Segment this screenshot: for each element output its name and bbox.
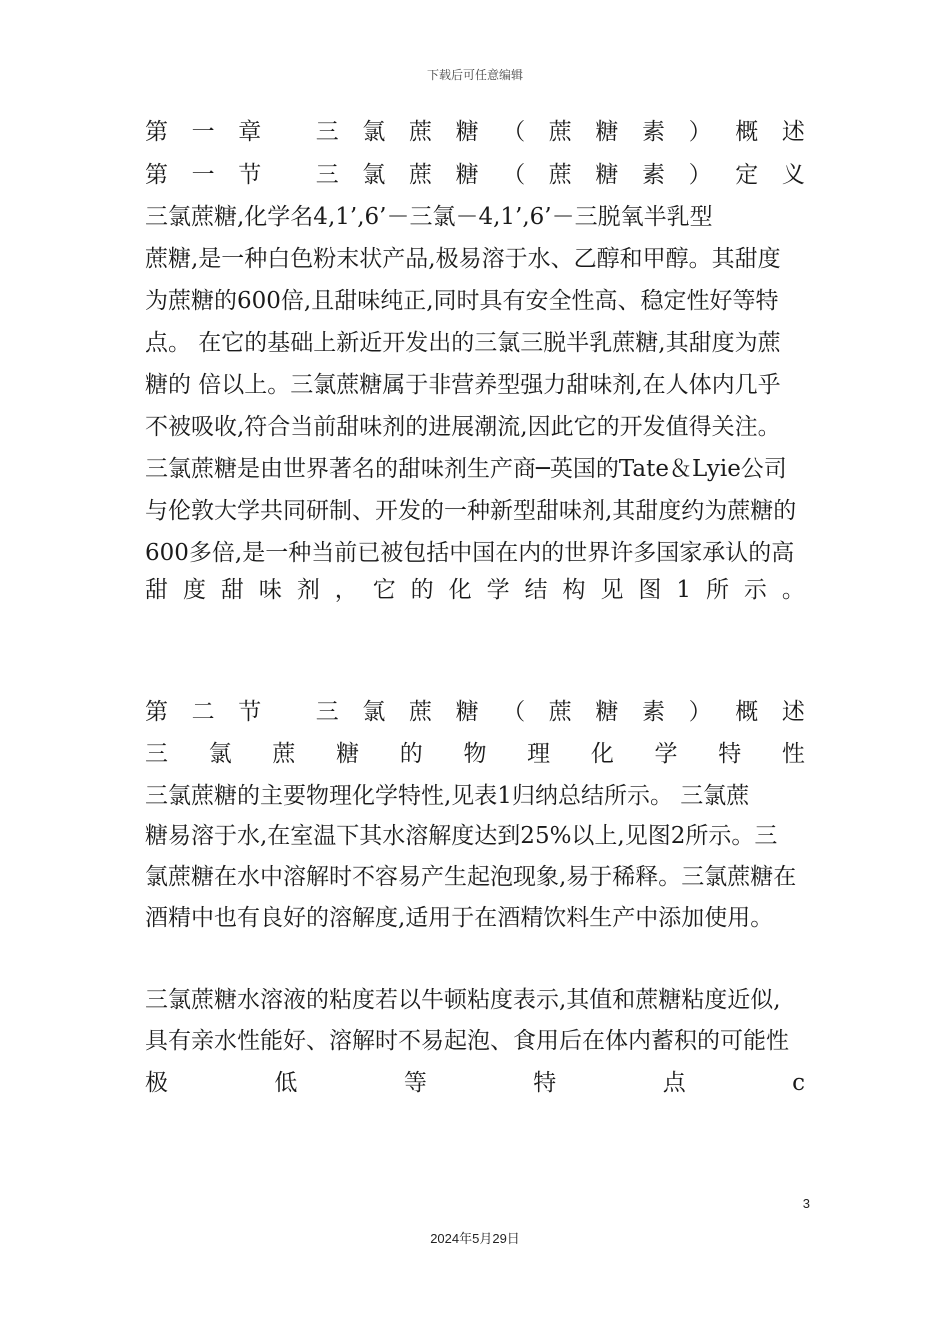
character: ）	[688, 699, 712, 725]
character: 蔗	[408, 119, 432, 145]
character: 第	[145, 699, 168, 725]
paragraph-line: 糖的 倍以上。三氯蔗糖属于非营养型强力甜味剂,在人体内几乎	[145, 372, 781, 398]
section-title-2	[145, 692, 805, 732]
character: 一	[191, 162, 215, 188]
footer-date: 2024年5月29日	[430, 1231, 520, 1246]
character: 三	[315, 119, 339, 145]
character: 二	[191, 699, 215, 725]
character: ）	[688, 119, 712, 145]
character: c	[792, 1070, 805, 1096]
paragraph-line: 三氯蔗糖水溶液的粘度若以牛顿粘度表示,其值和蔗糖粘度近似,	[145, 987, 781, 1013]
character: 剂	[296, 577, 320, 603]
character: 蔗	[548, 162, 572, 188]
character: 见	[600, 577, 624, 603]
character: 第	[145, 119, 168, 145]
character: 第	[145, 162, 168, 188]
page-number: 3	[802, 1196, 810, 1211]
character: 甜	[220, 577, 244, 603]
character: 素	[642, 699, 666, 725]
character: 的	[410, 577, 434, 603]
character: 素	[642, 162, 666, 188]
character: 三	[315, 162, 339, 188]
character: 节	[238, 162, 262, 188]
character: 的	[399, 741, 423, 767]
character: 氯	[362, 162, 386, 188]
character: 。	[781, 577, 805, 603]
character: 蔗	[548, 119, 572, 145]
character: 理	[527, 741, 551, 767]
paragraph-line: 酒精中也有良好的溶解度,适用于在酒精饮料生产中添加使用。	[145, 905, 774, 931]
paragraph-line: 三氯蔗糖,化学名4,1’,6’－三氯－4,1’,6’－三脱氧半乳型	[145, 204, 713, 230]
character: 氯	[362, 119, 386, 145]
paragraph-line: 为蔗糖的600倍,且甜味纯正,同时具有安全性高、稳定性好等特	[145, 288, 779, 314]
character: 特	[718, 741, 742, 767]
paragraph-line-justified	[145, 1063, 805, 1103]
character: 化	[448, 577, 472, 603]
character: 甜	[145, 577, 168, 603]
character: 学	[486, 577, 510, 603]
character: 蔗	[548, 699, 572, 725]
character: 糖	[595, 699, 619, 725]
character: 述	[781, 699, 805, 725]
character: 它	[372, 577, 396, 603]
character: 氯	[362, 699, 386, 725]
character: 1	[676, 577, 691, 603]
paragraph-line: 蔗糖,是一种白色粉末状产品,极易溶于水、乙醇和甲醇。其甜度	[145, 246, 781, 272]
section-title-1	[145, 155, 805, 195]
character: 性	[781, 741, 805, 767]
character: 极	[145, 1070, 168, 1096]
character: 概	[735, 119, 759, 145]
paragraph-line: 具有亲水性能好、溶解时不易起泡、食用后在体内蓄积的可能性	[145, 1028, 789, 1054]
character: 义	[781, 162, 805, 188]
paragraph-line-justified	[145, 570, 805, 610]
character: 节	[238, 699, 262, 725]
character: 图	[638, 577, 662, 603]
character: 糖	[595, 162, 619, 188]
paragraph-line: 600多倍,是一种当前已被包括中国在内的世界许多国家承认的高	[145, 540, 795, 566]
character: 糖	[455, 119, 479, 145]
character: 结	[524, 577, 548, 603]
character: 糖	[595, 119, 619, 145]
paragraph-line: 不被吸收,符合当前甜味剂的进展潮流,因此它的开发值得关注。	[145, 414, 781, 440]
character: 氯	[208, 741, 232, 767]
chapter-title	[145, 112, 805, 152]
character: 一	[191, 119, 215, 145]
character: 定	[735, 162, 759, 188]
paragraph-line: 氯蔗糖在水中溶解时不容易产生起泡现象,易于稀释。三氯蔗糖在	[145, 864, 797, 890]
character: 糖	[455, 162, 479, 188]
paragraph-line: 三氯蔗糖是由世界著名的甜味剂生产商─英国的Tate＆Lyie公司	[145, 456, 787, 482]
character: 度	[182, 577, 206, 603]
spacer	[285, 692, 292, 732]
paragraph-line: 糖易溶于水,在室温下其水溶解度达到25%以上,见图2所示。三	[145, 823, 778, 849]
character: 特	[533, 1070, 557, 1096]
character: 素	[642, 119, 666, 145]
paragraph-line: 点。 在它的基础上新近开发出的三氯三脱半乳蔗糖,其甜度为蔗	[145, 330, 781, 356]
spacer	[285, 155, 292, 195]
character: （	[502, 699, 526, 725]
character: 点	[662, 1070, 686, 1096]
character: 低	[274, 1070, 298, 1096]
character: 述	[781, 119, 805, 145]
subsection-title	[145, 734, 805, 774]
character: 示	[743, 577, 767, 603]
character: 蔗	[408, 699, 432, 725]
character: 所	[705, 577, 729, 603]
character: 蔗	[408, 162, 432, 188]
paragraph-line: 与伦敦大学共同研制、开发的一种新型甜味剂,其甜度约为蔗糖的	[145, 498, 797, 524]
character: 三	[145, 741, 168, 767]
character: 章	[238, 119, 262, 145]
character: ）	[688, 162, 712, 188]
character: 味	[258, 577, 282, 603]
character: 物	[463, 741, 487, 767]
character: 构	[562, 577, 586, 603]
character: 糖	[455, 699, 479, 725]
character: 化	[590, 741, 614, 767]
page-header: 下载后可任意编辑	[426, 68, 523, 82]
paragraph-line: 三氯蔗糖的主要物理化学特性,见表1归纳总结所示。 三氯蔗	[145, 783, 750, 809]
character: （	[502, 119, 526, 145]
character: 糖	[336, 741, 360, 767]
character: （	[502, 162, 526, 188]
character: ，	[334, 577, 358, 603]
character: 蔗	[272, 741, 296, 767]
spacer	[285, 112, 292, 152]
character: 概	[735, 699, 759, 725]
character: 等	[403, 1070, 427, 1096]
character: 学	[654, 741, 678, 767]
character: 三	[315, 699, 339, 725]
